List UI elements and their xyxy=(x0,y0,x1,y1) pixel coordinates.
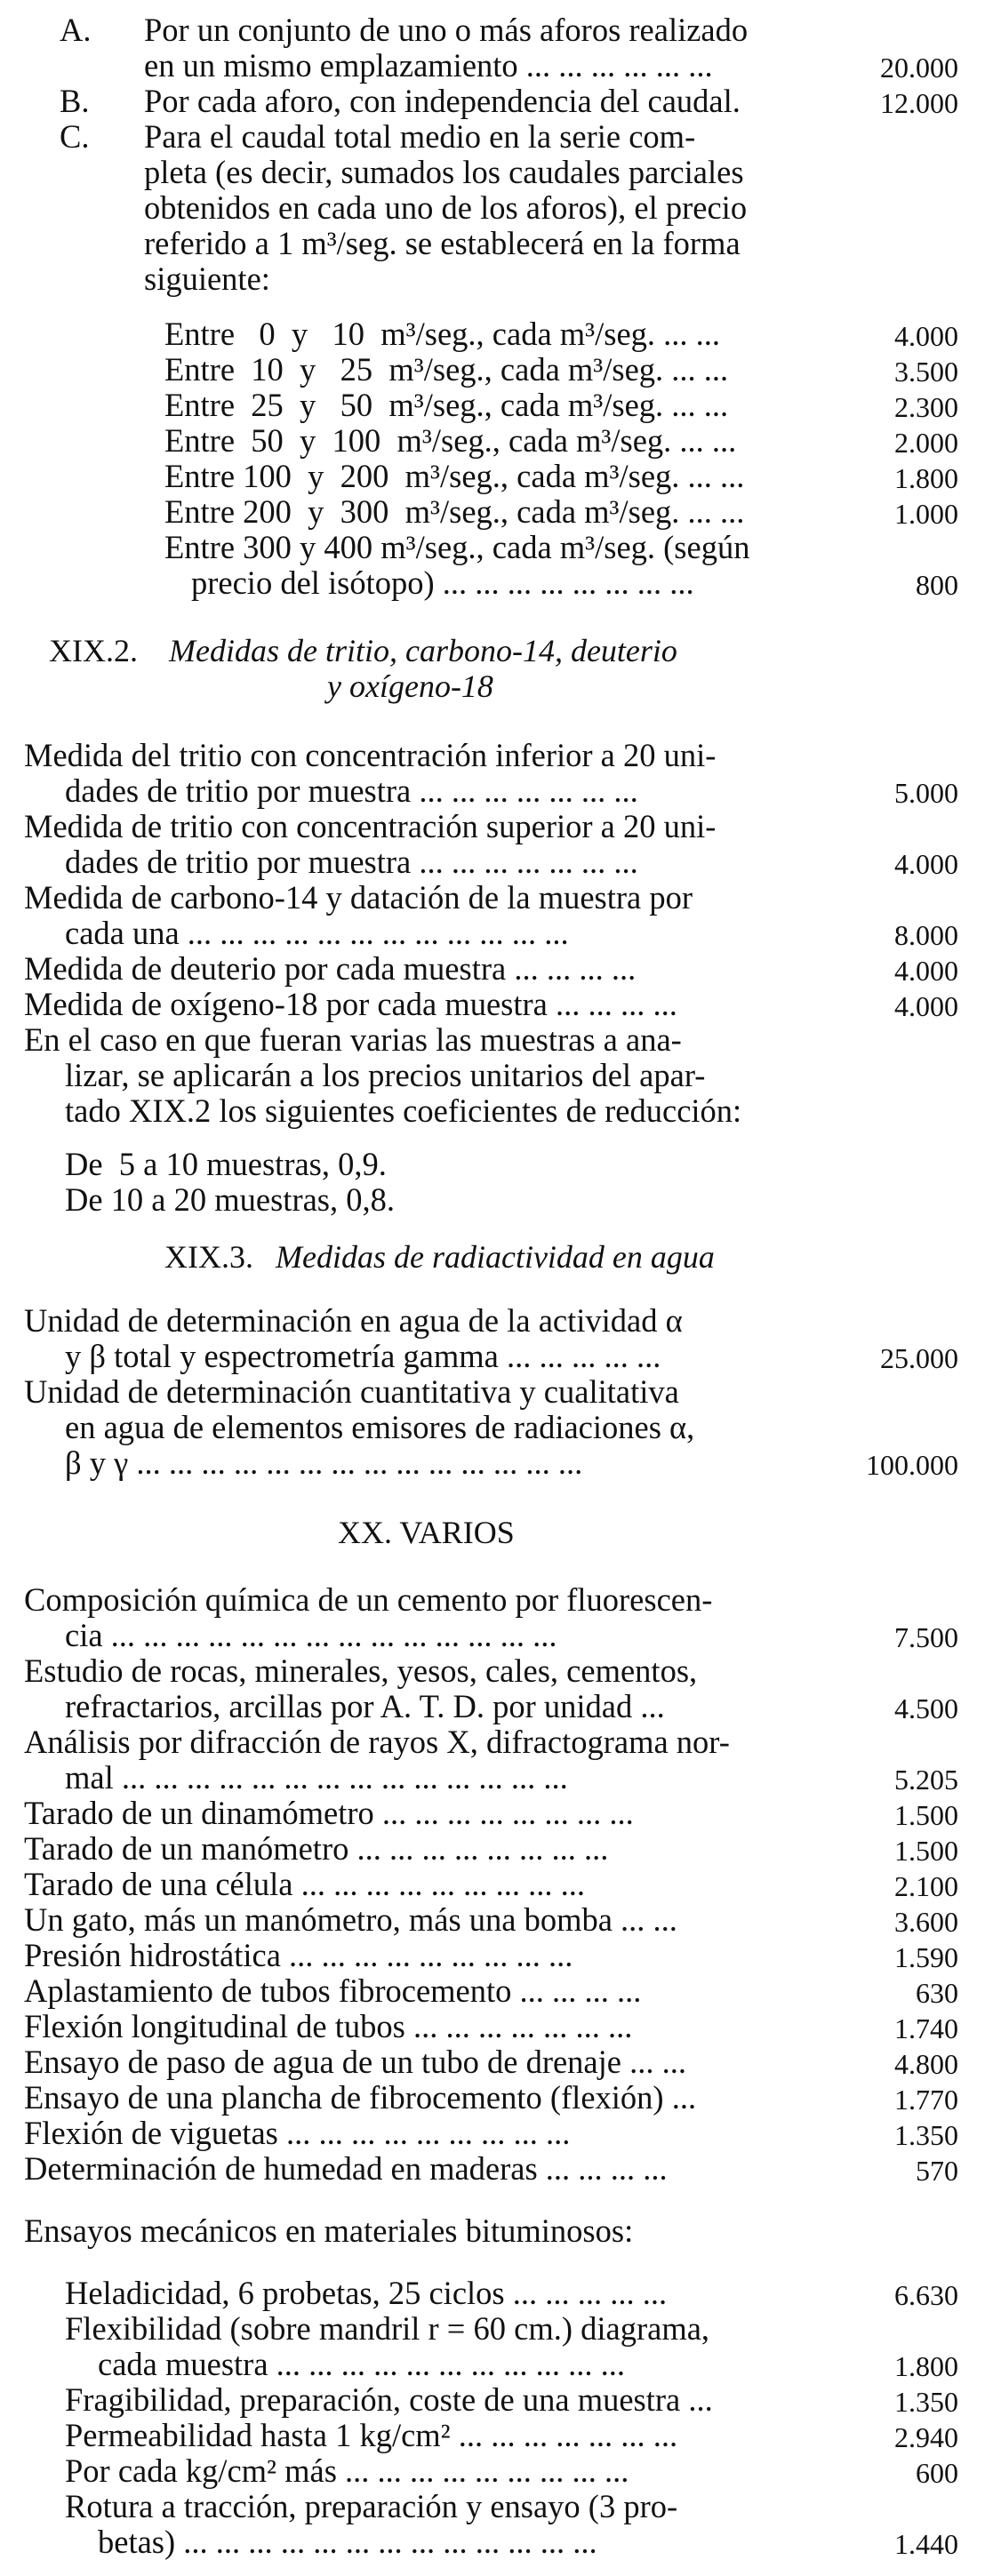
item-text: lizar, se aplicarán a los precios unitarios del apar- xyxy=(65,1057,706,1093)
item-text: Análisis por difracción de rayos X, difractograma nor- xyxy=(24,1724,730,1760)
item-text: Por cada aforo, con independencia del caudal. xyxy=(144,83,741,119)
item-text: Medida del tritio con concentración inferior a 20 uni- xyxy=(24,737,717,773)
section-number: XIX.3. xyxy=(164,1239,253,1275)
item-marker: C. xyxy=(60,118,90,155)
item-price: 1.350 xyxy=(894,2119,958,2151)
item-price: 630 xyxy=(916,1977,958,2009)
item-marker: B. xyxy=(60,83,90,119)
item-text: Presión hidrostática ... ... ... ... ... ... ... ... ... xyxy=(24,1937,573,1973)
item-text: dades de tritio por muestra ... ... ... ... ... ... ... xyxy=(65,772,638,809)
range-text: Entre 100 y 200 m³/seg., cada m³/seg. ... ... xyxy=(164,458,745,494)
item-text: Estudio de rocas, minerales, yesos, cales, cementos, xyxy=(24,1652,698,1689)
item-text: siguiente: xyxy=(144,260,270,297)
range-text: Entre 50 y 100 m³/seg., cada m³/seg. ... ... xyxy=(164,422,737,459)
item-price: 1.590 xyxy=(894,1941,958,1973)
item-price: 600 xyxy=(916,2457,958,2489)
section-title: Medidas de radiactividad en agua xyxy=(276,1239,715,1275)
range-text: Entre 300 y 400 m³/seg., cada m³/seg. (según xyxy=(164,529,750,565)
item-price: 7.500 xyxy=(894,1621,958,1653)
item-text: cia ... ... ... ... ... ... ... ... ... ... ... ... ... ... xyxy=(65,1617,557,1653)
range-text: precio del isótopo) ... ... ... ... ... ... ... ... xyxy=(191,564,694,601)
subsection-heading: Ensayos mecánicos en materiales bituminosos: xyxy=(24,2212,634,2249)
item-text: Un gato, más un manómetro, más una bomba ... ... xyxy=(24,1901,677,1938)
item-price: 1.770 xyxy=(894,2084,958,2116)
item-price: 20.000 xyxy=(880,52,958,84)
item-marker: A. xyxy=(60,12,92,48)
item-text: mal ... ... ... ... ... ... ... ... ... ... ... ... ... ... xyxy=(65,1759,568,1796)
item-text: Ensayo de paso de agua de un tubo de drenaje ... ... xyxy=(24,2044,686,2080)
item-text: Aplastamiento de tubos fibrocemento ... ... ... ... xyxy=(24,1972,642,2009)
item-price: 1.740 xyxy=(894,2012,958,2044)
range-price: 1.000 xyxy=(894,498,958,530)
item-text: Flexibilidad (sobre mandril r = 60 cm.) diagrama, xyxy=(65,2310,710,2347)
range-text: Entre 25 y 50 m³/seg., cada m³/seg. ... ... xyxy=(164,387,729,423)
item-price: 1.500 xyxy=(894,1835,958,1867)
item-text: cada muestra ... ... ... ... ... ... ... ... ... ... ... xyxy=(98,2346,626,2382)
item-price: 2.100 xyxy=(894,1870,958,1902)
item-text: Determinación de humedad en maderas ... ... ... ... xyxy=(24,2150,668,2187)
item-text: Flexión de viguetas ... ... ... ... ... ... ... ... ... xyxy=(24,2115,571,2151)
item-price: 2.940 xyxy=(894,2421,958,2453)
item-text: refractarios, arcillas por A. T. D. por unidad ... xyxy=(65,1688,665,1724)
item-text: en un mismo emplazamiento ... ... ... ... ... ... xyxy=(144,47,713,84)
item-price: 3.600 xyxy=(894,1906,958,1938)
item-text: referido a 1 m³/seg. se establecerá en la forma xyxy=(144,225,741,261)
item-text: en agua de elementos emisores de radiaciones α, xyxy=(65,1409,695,1445)
item-text: Medida de deuterio por cada muestra ... ... ... ... xyxy=(24,950,637,987)
item-price: 1.500 xyxy=(894,1799,958,1831)
item-text: tado XIX.2 los siguientes coeficientes de reducción: xyxy=(65,1092,742,1129)
item-price: 4.500 xyxy=(894,1692,958,1724)
section-title: Medidas de tritio, carbono-14, deuterio xyxy=(169,633,677,668)
item-price: 5.205 xyxy=(894,1764,958,1796)
item-text: pleta (es decir, sumados los caudales parciales xyxy=(144,154,744,190)
range-price: 3.500 xyxy=(894,356,958,388)
item-text: Por un conjunto de uno o más aforos realizado xyxy=(144,12,749,48)
item-text: Permeabilidad hasta 1 kg/cm² ... ... ... ... ... ... ... xyxy=(65,2417,678,2453)
item-price: 100.000 xyxy=(866,1449,958,1481)
item-text: Unidad de determinación cuantitativa y cualitativa xyxy=(24,1373,679,1410)
item-price: 4.000 xyxy=(894,990,958,1022)
item-text: Fragibilidad, preparación, coste de una muestra ... xyxy=(65,2381,713,2418)
item-text: dades de tritio por muestra ... ... ... ... ... ... ... xyxy=(65,844,638,880)
item-text: Unidad de determinación en agua de la actividad α xyxy=(24,1302,683,1339)
item-text: Medida de tritio con concentración superior a 20 uni- xyxy=(24,808,717,844)
item-price: 12.000 xyxy=(880,87,958,119)
coefficient-line: De 5 a 10 muestras, 0,9. xyxy=(65,1146,387,1182)
range-text: Entre 0 y 10 m³/seg., cada m³/seg. ... ... xyxy=(164,316,721,352)
range-price: 1.800 xyxy=(894,462,958,494)
coefficient-line: De 10 a 20 muestras, 0,8. xyxy=(65,1181,396,1218)
range-price: 2.300 xyxy=(894,391,958,423)
item-price: 6.630 xyxy=(894,2279,958,2311)
range-text: Entre 200 y 300 m³/seg., cada m³/seg. ... ... xyxy=(164,493,745,530)
item-text: Tarado de un manómetro ... ... ... ... ... ... ... ... xyxy=(24,1830,609,1867)
item-price: 570 xyxy=(916,2155,958,2187)
item-price: 4.000 xyxy=(894,848,958,880)
item-text: Heladicidad, 6 probetas, 25 ciclos ... ... ... ... ... xyxy=(65,2275,668,2311)
item-text: Por cada kg/cm² más ... ... ... ... ... ... ... ... ... xyxy=(65,2452,629,2489)
item-text: Ensayo de una plancha de fibrocemento (flexión) ... xyxy=(24,2079,697,2116)
item-text: betas) ... ... ... ... ... ... ... ... ... ... ... ... ... xyxy=(98,2524,597,2560)
item-text: En el caso en que fueran varias las muestras a ana- xyxy=(24,1021,682,1058)
item-text: obtenidos en cada uno de los aforos), el precio xyxy=(144,189,748,226)
item-text: β y γ ... ... ... ... ... ... ... ... ... ... ... ... ... ... xyxy=(65,1444,583,1481)
item-price: 4.800 xyxy=(894,2048,958,2080)
item-price: 5.000 xyxy=(894,777,958,809)
item-price: 25.000 xyxy=(880,1342,958,1374)
item-price: 8.000 xyxy=(894,919,958,951)
item-text: Tarado de una célula ... ... ... ... ... ... ... ... ... xyxy=(24,1866,585,1902)
range-price: 4.000 xyxy=(894,320,958,352)
range-text: Entre 10 y 25 m³/seg., cada m³/seg. ... ... xyxy=(164,351,729,388)
item-text: Composición química de un cemento por fluorescen- xyxy=(24,1581,713,1618)
item-text: Medida de oxígeno-18 por cada muestra ... ... ... ... xyxy=(24,986,677,1022)
item-text: Rotura a tracción, preparación y ensayo (3 pro- xyxy=(65,2488,678,2524)
item-text: Medida de carbono-14 y datación de la muestra por xyxy=(24,879,693,916)
item-text: y β total y espectrometría gamma ... ... ... ... ... xyxy=(65,1338,661,1374)
section-title: y oxígeno-18 xyxy=(327,668,493,704)
range-price: 2.000 xyxy=(894,427,958,459)
item-text: Flexión longitudinal de tubos ... ... ... ... ... ... ... xyxy=(24,2008,633,2044)
section-title: XX. VARIOS xyxy=(338,1515,515,1550)
item-price: 4.000 xyxy=(894,955,958,987)
item-text: Tarado de un dinamómetro ... ... ... ... ... ... ... ... xyxy=(24,1795,634,1831)
section-number: XIX.2. xyxy=(49,633,138,668)
item-price: 1.350 xyxy=(894,2386,958,2418)
range-price: 800 xyxy=(916,569,958,601)
item-price: 1.800 xyxy=(894,2350,958,2382)
item-text: Para el caudal total medio en la serie com- xyxy=(144,118,696,155)
item-text: cada una ... ... ... ... ... ... ... ... ... ... ... ... xyxy=(65,915,569,951)
item-price: 1.440 xyxy=(894,2528,958,2560)
